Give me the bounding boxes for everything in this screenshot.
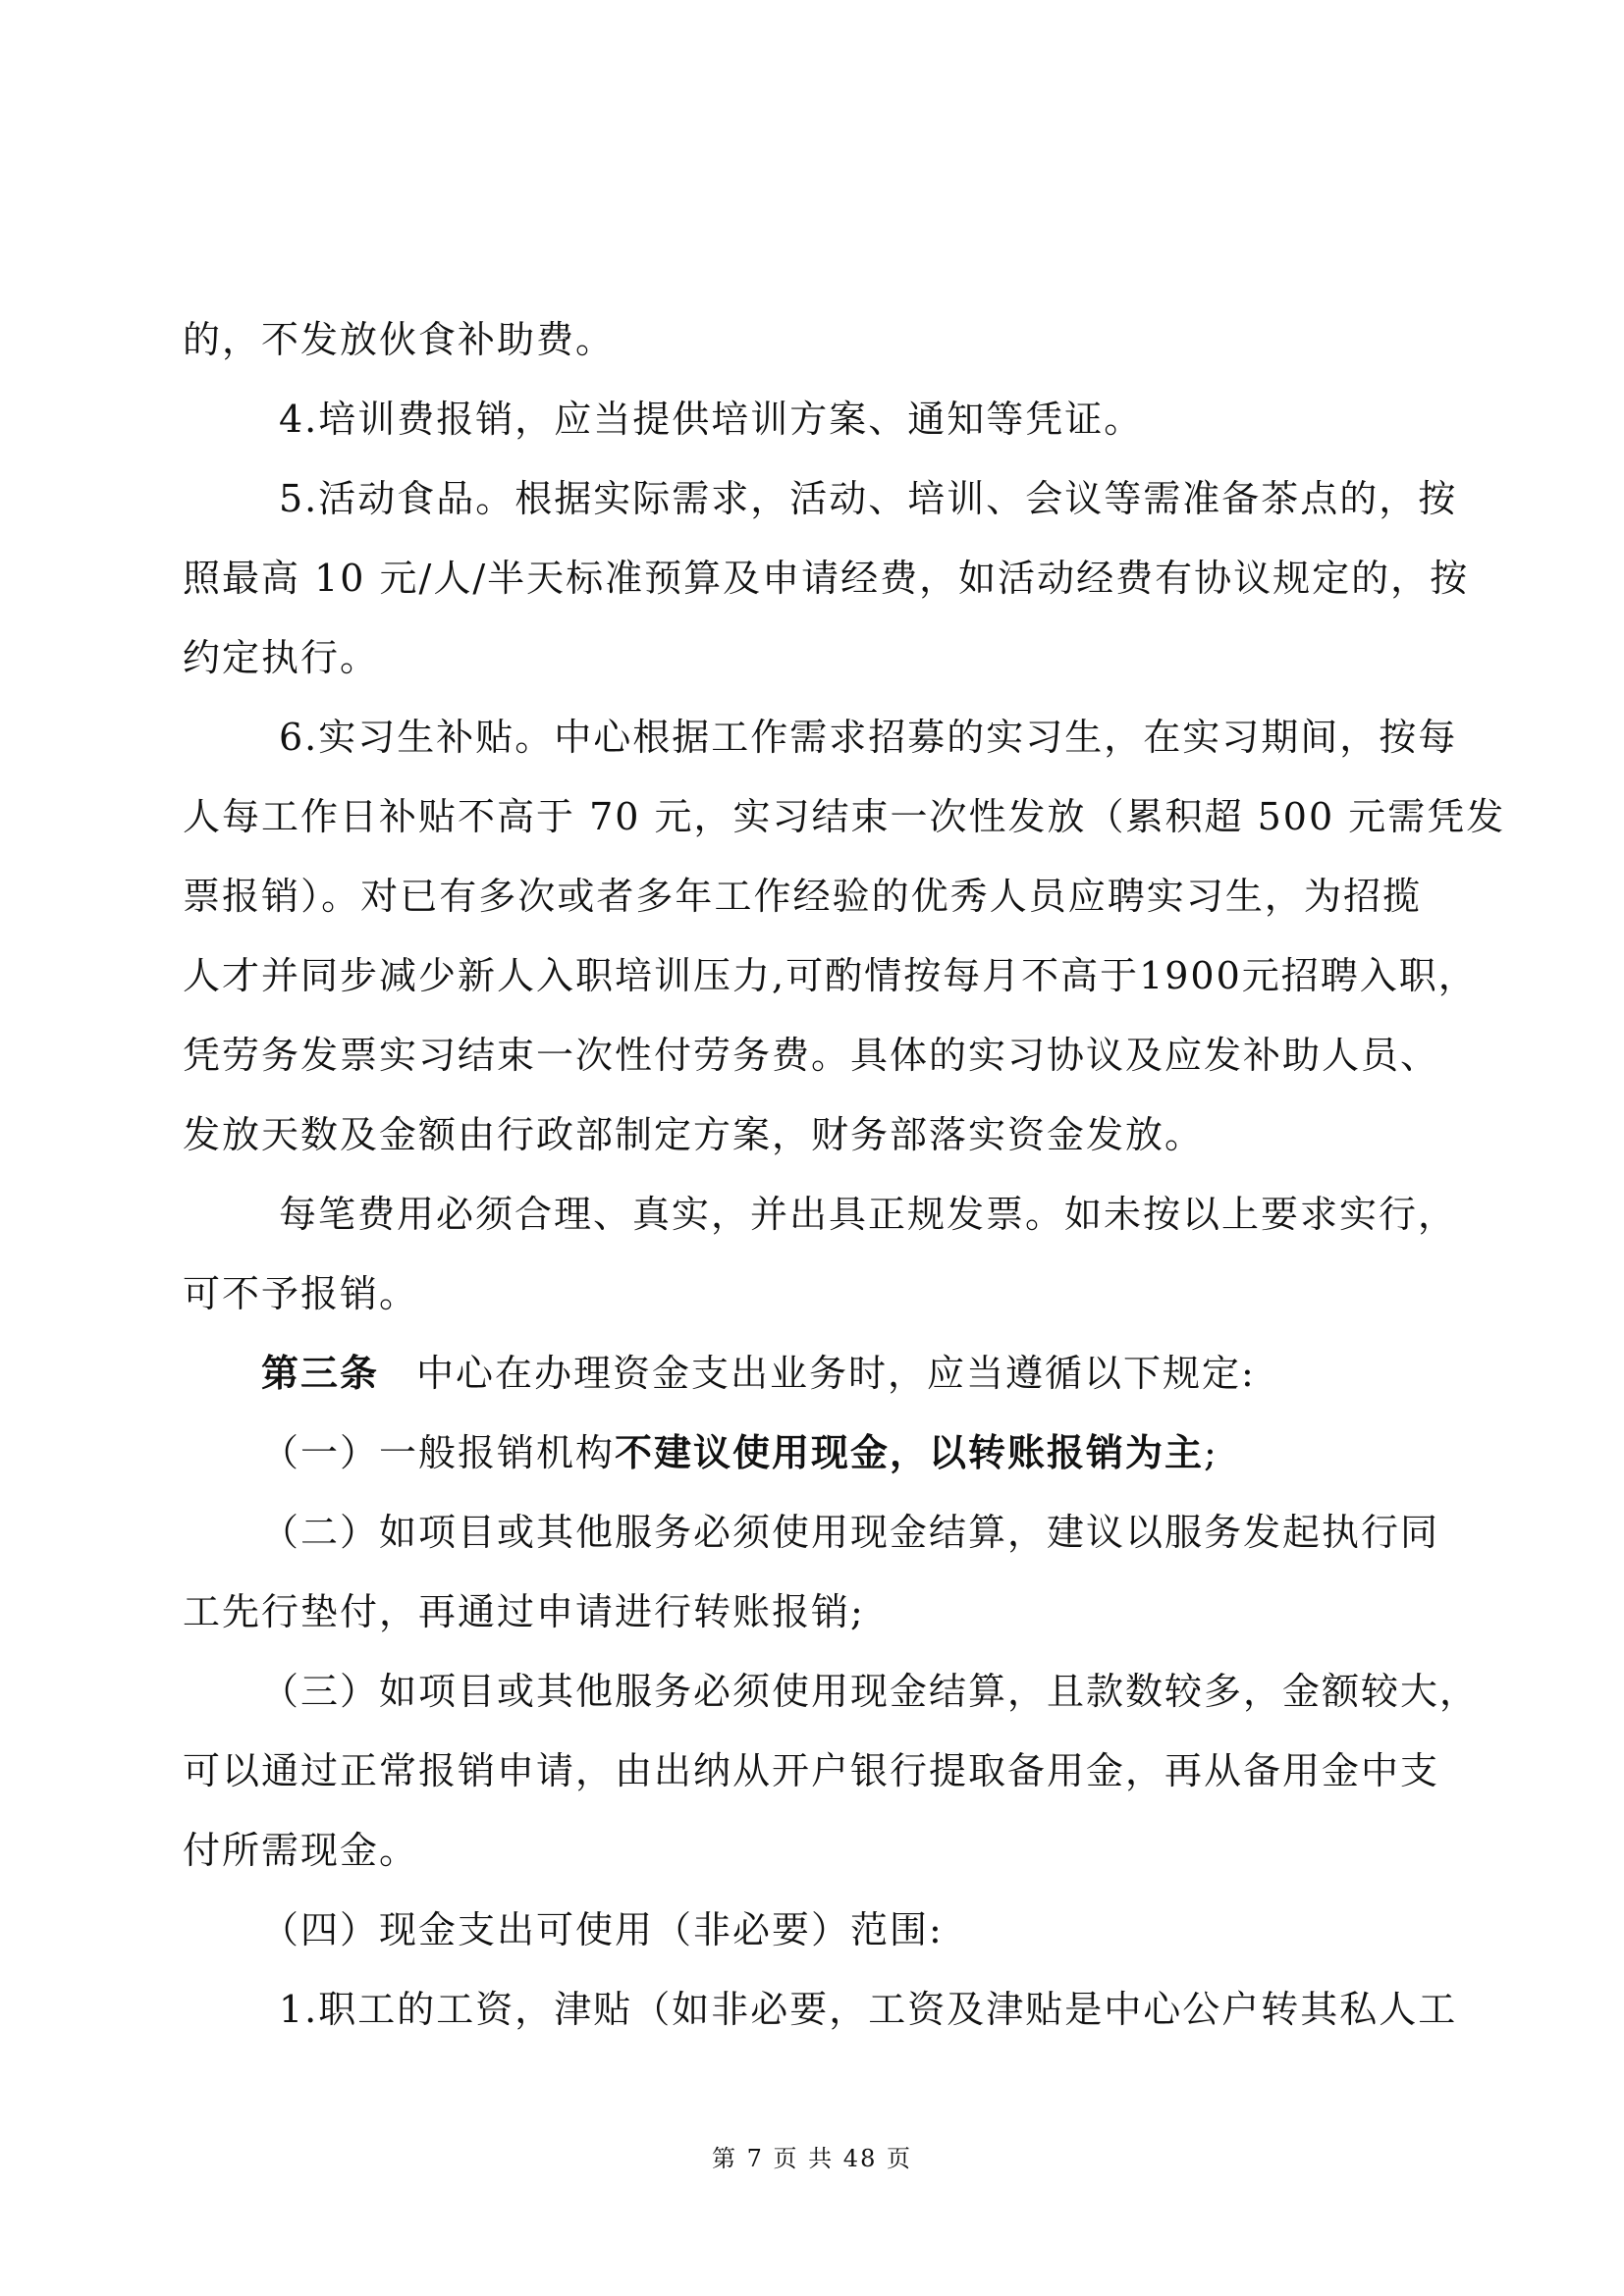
page-number: 第 7 页 共 48 页 [712,2145,912,2172]
text-line: 人才并同步减少新人入职培训压力,可酌情按每月不高于1900元招聘入职， [183,954,1478,997]
text-line: 可不予报销。 [183,1272,419,1315]
item-suffix: ; [1204,1431,1218,1474]
text-line: （四）现金支出可使用（非必要）范围: [261,1908,944,1951]
text-line: 票报销）。对已有多次或者多年工作经验的优秀人员应聘实习生，为招揽 [183,875,1422,918]
text-line: 5.活动食品。根据实际需求，活动、培训、会议等需准备茶点的，按 [279,477,1458,520]
item-emphasis: 不建议使用现金，以转账报销为主 [615,1430,1205,1474]
text-line: 凭劳务发票实习结束一次性付劳务费。具体的实习协议及应发补助人员、 [183,1034,1440,1077]
text-line: 工先行垫付，再通过申请进行转账报销; [183,1590,865,1633]
article-text: 中心在办理资金支出业务时，应当遵循以下规定: [416,1352,1256,1395]
text-line: 人每工作日补贴不高于 70 元，实习结束一次性发放（累积超 500 元需凭发 [183,795,1506,838]
text-line: 4.培训费报销，应当提供培训方案、通知等凭证。 [279,398,1144,441]
text-line: 照最高 10 元/人/半天标准预算及申请经费，如活动经费有协议规定的，按 [183,557,1470,600]
article-3-line [261,1350,1422,1397]
text-line: （二）如项目或其他服务必须使用现金结算，建议以服务发起执行同 [261,1511,1440,1554]
text-line: 6.实习生补贴。中心根据工作需求招募的实习生，在实习期间，按每 [279,716,1458,759]
text-line: 付所需现金。 [183,1829,419,1872]
article-heading: 第三条 [261,1351,380,1395]
text-line: （三）如项目或其他服务必须使用现金结算，且款数较多，金额较大， [261,1670,1480,1713]
text-line: 可以通过正常报销申请，由出纳从开户银行提取备用金，再从备用金中支 [183,1749,1440,1792]
text-line: 约定执行。 [183,636,380,679]
text-line: 1.职工的工资，津贴（如非必要，工资及津贴是中心公户转其私人工 [279,1988,1458,2031]
text-line: 发放天数及金额由行政部制定方案，财务部落实资金发放。 [183,1113,1205,1156]
text-line: 的，不发放伙食补助费。 [183,318,616,361]
item-prefix: （一）一般报销机构 [261,1431,616,1474]
text-line: 每笔费用必须合理、真实，并出具正规发票。如未按以上要求实行， [279,1193,1458,1236]
item-1-line [261,1429,1422,1476]
